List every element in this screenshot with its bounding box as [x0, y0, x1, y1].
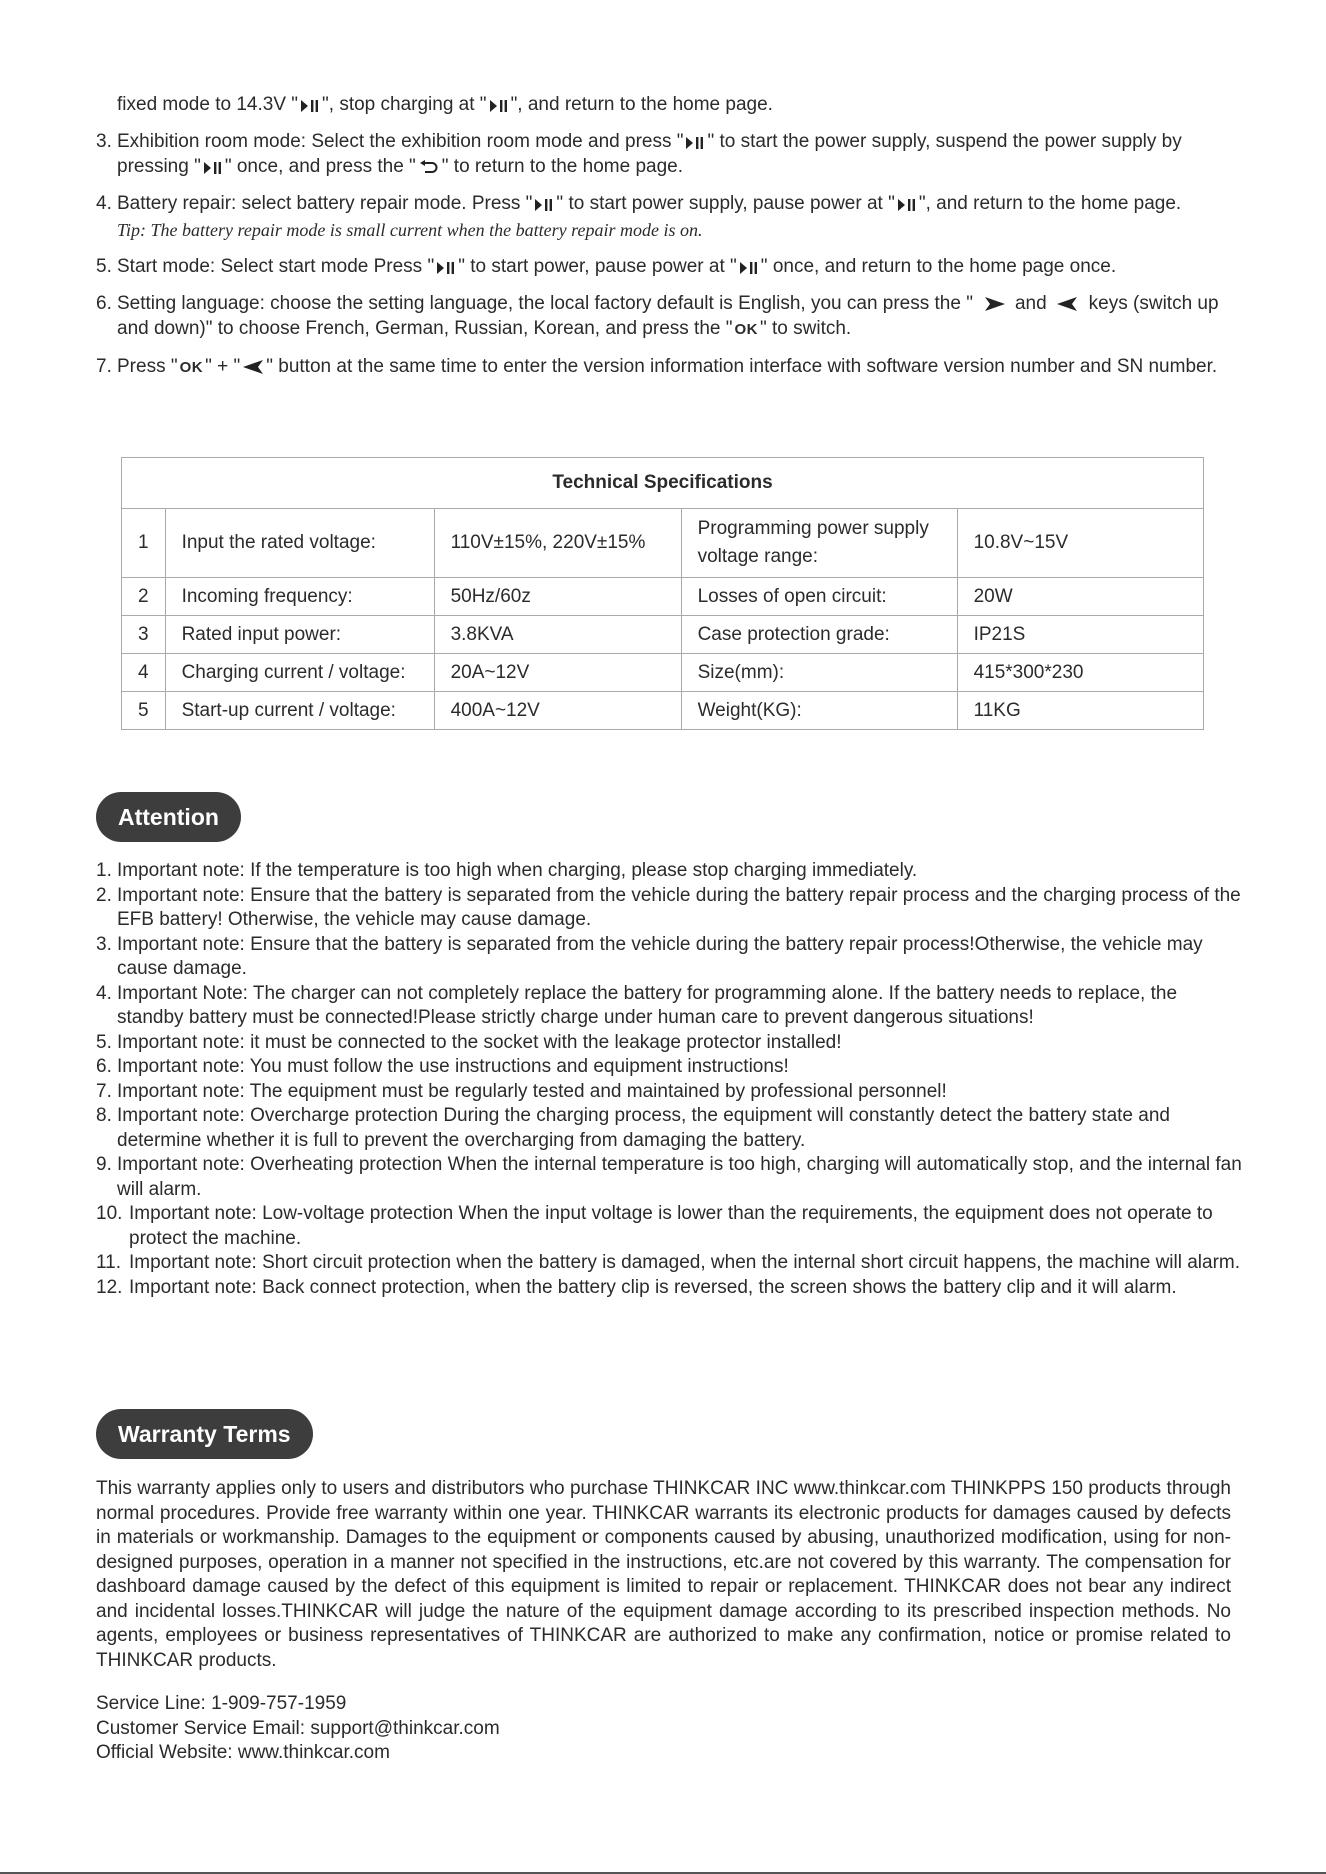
technical-specifications-table [121, 457, 1204, 730]
item-text: Important note: Back connect protection, when the battery clip is reversed, the screen shows the battery clip and it will alarm. [129, 1276, 1177, 1298]
list-item [96, 1031, 1246, 1056]
play-pause-icon [898, 199, 916, 211]
list-item [96, 1202, 1246, 1251]
ok-key-label: OK [179, 359, 204, 376]
table-row [122, 692, 1204, 730]
return-icon [419, 160, 439, 174]
row-number: 2 [122, 578, 166, 616]
row-number: 5 [122, 692, 166, 730]
step-number: 4. [96, 193, 112, 214]
spec-value: 400A~12V [434, 692, 681, 730]
spec-label: Size(mm): [681, 654, 957, 692]
step-text: and [1014, 293, 1047, 314]
spec-value: IP21S [957, 616, 1203, 654]
table-row [122, 654, 1204, 692]
warranty-heading: Warranty Terms [96, 1409, 313, 1459]
step-4 [96, 191, 1236, 242]
item-number: 7. [96, 1080, 112, 1102]
spec-value: 11KG [957, 692, 1203, 730]
play-pause-icon [204, 162, 222, 174]
spec-value: 415*300*230 [957, 654, 1203, 692]
item-number: 3. [96, 933, 112, 955]
play-pause-icon [437, 262, 455, 274]
item-number: 6. [96, 1056, 112, 1077]
step-text: " button at the same time to enter the version information interface with software version number and SN number. [266, 356, 1218, 377]
step-text: ", stop charging at " [322, 94, 487, 115]
spec-label: Programming power supply voltage range: [681, 509, 957, 578]
item-number: 12. [96, 1276, 123, 1298]
spec-value: 110V±15%, 220V±15% [434, 509, 681, 578]
step-text: Setting language: choose the setting language, the local factory default is English, you can press the " [117, 293, 973, 314]
step-text: " to return to the home page. [441, 156, 684, 177]
row-number: 1 [122, 509, 166, 578]
step-number: 5. [96, 256, 112, 277]
item-number: 9. [96, 1154, 112, 1175]
item-text: Important note: Ensure that the battery is separated from the vehicle during the battery repair process and the charging process of the EFB battery! Otherwise, the vehicle may cause damage. [117, 884, 1241, 930]
step-7 [96, 354, 1236, 380]
list-item [96, 859, 1246, 884]
step-text: Exhibition room mode: Select the exhibition room mode and press " [117, 131, 684, 152]
spec-label: Charging current / voltage: [165, 654, 434, 692]
spec-value: 3.8KVA [434, 616, 681, 654]
item-text: Important note: Overcharge protection During the charging process, the equipment will constantly detect the battery state and determine whether it is full to prevent the overcharging from damaging the battery. [117, 1105, 1170, 1151]
list-item [96, 1153, 1246, 1202]
spec-value: 10.8V~15V [957, 509, 1203, 578]
spec-label: Case protection grade: [681, 616, 957, 654]
support-email: Customer Service Email: support@thinkcar.com [96, 1717, 500, 1739]
step-text: " once, and return to the home page once. [760, 256, 1117, 277]
instruction-list [96, 92, 1236, 392]
play-pause-icon [740, 262, 758, 274]
spec-label: Rated input power: [165, 616, 434, 654]
item-text: Important note: Ensure that the battery is separated from the vehicle during the battery repair process!Otherwise, the vehicle may cause damage. [117, 933, 1203, 979]
row-number: 4 [122, 654, 166, 692]
spec-value: 50Hz/60z [434, 578, 681, 616]
list-item [96, 982, 1246, 1031]
item-text: Important note: Short circuit protection when the battery is damaged, when the internal short circuit happens, the machine will alarm. [129, 1252, 1241, 1273]
item-text: Important note: You must follow the use instructions and equipment instructions! [117, 1056, 789, 1077]
attention-heading: Attention [96, 792, 241, 842]
item-text: Important Note: The charger can not completely replace the battery for programming alone. If the battery needs to replace, the standby battery must be connected!Please strictly charge under human care to prevent dangerous situations! [117, 982, 1178, 1028]
spec-value: 20A~12V [434, 654, 681, 692]
play-pause-icon [686, 137, 704, 149]
spec-label: Start-up current / voltage: [165, 692, 434, 730]
play-pause-icon [490, 100, 508, 112]
official-website: Official Website: www.thinkcar.com [96, 1742, 390, 1763]
step-text: " to start power, pause power at " [458, 256, 737, 277]
table-row [122, 616, 1204, 654]
spec-label: Input the rated voltage: [165, 509, 434, 578]
item-number: 1. [96, 860, 112, 881]
list-item [96, 1104, 1246, 1153]
step-text: fixed mode to 14.3V " [117, 94, 299, 115]
step-text: ", and return to the home page. [510, 94, 773, 115]
spec-value: 20W [957, 578, 1203, 616]
arrow-left-icon [243, 360, 263, 374]
list-item [96, 1055, 1246, 1080]
step-text: " to start the power supply, suspend the power supply by pressing " [117, 131, 1182, 177]
step-text: ", and return to the home page. [918, 193, 1182, 214]
step-number: 3. [96, 131, 112, 152]
step-text: Start mode: Select start mode Press " [117, 256, 435, 277]
contact-info [96, 1692, 500, 1766]
item-text: Important note: Low-voltage protection When the input voltage is lower than the requirements, the equipment does not operate to protect the machine. [129, 1203, 1213, 1249]
item-number: 4. [96, 982, 112, 1004]
list-item [96, 1276, 1246, 1301]
item-number: 8. [96, 1105, 112, 1126]
play-pause-icon [535, 199, 553, 211]
item-text: Important note: Overheating protection When the internal temperature is too high, charging will automatically stop, and the internal fan will alarm. [117, 1154, 1242, 1200]
list-item [96, 933, 1246, 982]
play-pause-icon [301, 100, 319, 112]
step-6 [96, 291, 1236, 342]
item-text: Important note: it must be connected to the socket with the leakage protector installed! [117, 1031, 842, 1053]
warranty-body: This warranty applies only to users and distributors who purchase THINKCAR INC www.thinkcar.com THINKPPS 150 products through normal procedures. Provide free warranty within one year. THINKCAR warrants its electronic products for damages caused by defects in materials or workmanship. Damages to the equipment or components caused by abusing, unauthorized modification, using for non-designed purposes, operation in a manner not specified in the instructions, etc.are not covered by this warranty. The compensation for dashboard damage caused by the defect of this equipment is limited to repair or replacement. THINKCAR does not bear any indirect and incidental losses.THINKCAR will judge the nature of the equipment damage according to its prescribed inspection methods. No agents, employees or business representatives of THINKCAR are authorized to make any confirmation, notice or promise related to THINKCAR products. [96, 1478, 1231, 1671]
list-item [96, 1080, 1246, 1105]
step-text: keys (switch up and down)" to choose French, German, Russian, Korean, and press the " [117, 293, 1219, 339]
item-text: Important note: If the temperature is too high when charging, please stop charging immediately. [117, 860, 918, 881]
step-3 [96, 129, 1236, 179]
step-text: " + " [205, 356, 241, 377]
service-line: Service Line: 1-909-757-1959 [96, 1693, 347, 1714]
item-text: Important note: The equipment must be regularly tested and maintained by professional personnel! [117, 1080, 947, 1102]
list-item [96, 884, 1246, 933]
step-text: " to switch. [760, 318, 852, 339]
step-text: " once, and press the " [224, 156, 416, 177]
step-2-continuation [96, 92, 1236, 117]
spec-label: Weight(KG): [681, 692, 957, 730]
step-text: Battery repair: select battery repair mode. Press " [117, 193, 533, 214]
ok-key-label: OK [734, 321, 758, 338]
step-number: 6. [96, 293, 112, 314]
item-number: 11. [96, 1252, 122, 1273]
item-number: 2. [96, 884, 112, 906]
step-number: 7. [96, 356, 112, 377]
step-text: " to start power supply, pause power at " [556, 193, 895, 214]
row-number: 3 [122, 616, 166, 654]
table-row [122, 509, 1204, 578]
attention-list [96, 859, 1246, 1300]
step-text: Press " [117, 356, 178, 377]
step-5 [96, 254, 1236, 279]
arrow-right-icon [985, 297, 1005, 311]
table-row [122, 578, 1204, 616]
table-title: Technical Specifications [122, 458, 1204, 509]
item-number: 10. [96, 1203, 123, 1224]
spec-label: Losses of open circuit: [681, 578, 957, 616]
arrow-left-icon [1057, 297, 1077, 311]
tip-note: Tip: The battery repair mode is small current when the battery repair mode is on. [117, 220, 703, 240]
spec-label: Incoming frequency: [165, 578, 434, 616]
list-item [96, 1251, 1246, 1276]
item-number: 5. [96, 1031, 112, 1053]
